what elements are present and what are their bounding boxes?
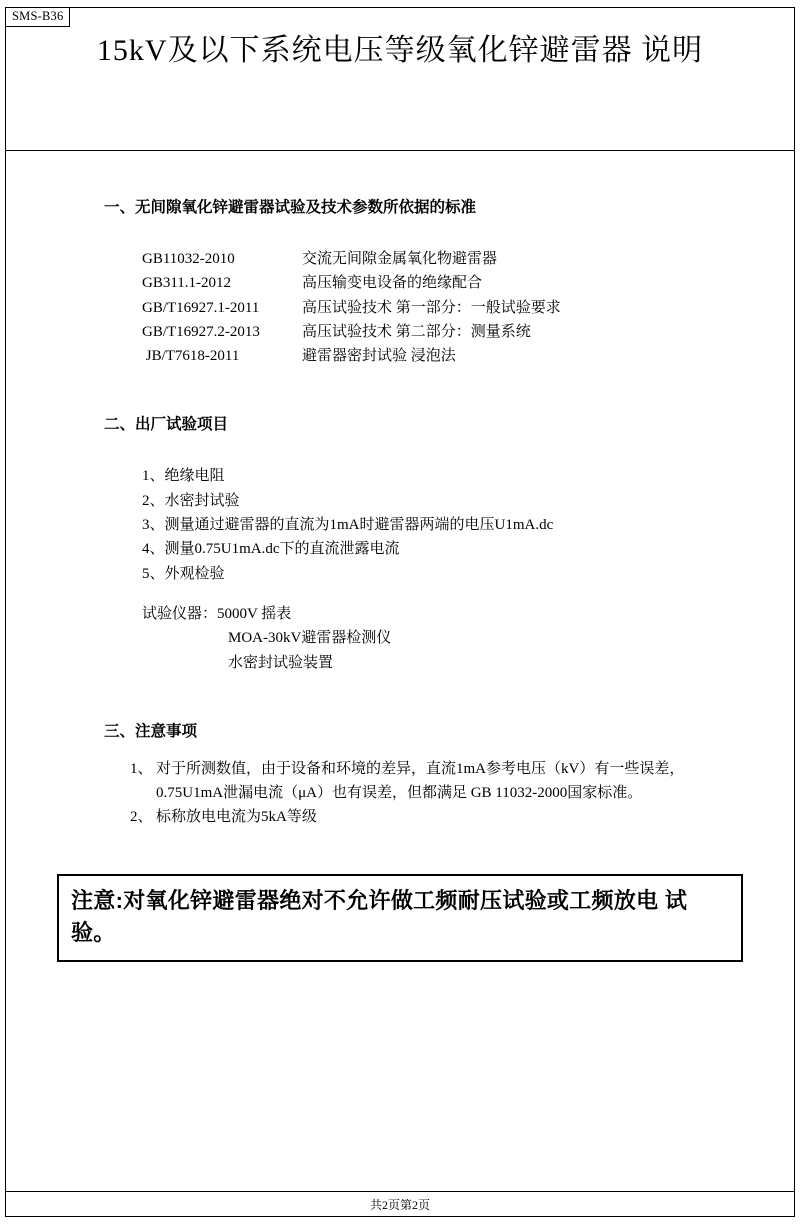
- standard-code: JB/T7618-2011: [142, 348, 240, 365]
- document-header: [6, 8, 794, 151]
- section-heading-standards: 一、无间隙氧化锌避雷器试验及技术参数所依据的标准: [104, 199, 477, 216]
- list-item: [142, 271, 770, 295]
- standard-code: GB11032-2010: [142, 251, 235, 267]
- note-text: 标称放电电流为5kA等级: [156, 809, 317, 826]
- standard-name: 高压输变电设备的绝缘配合: [302, 275, 483, 292]
- instruments-label: 试验仪器：5000V 摇表: [142, 605, 292, 622]
- document-code: SMS-B36: [6, 8, 70, 27]
- instrument-item: MOA-30kV避雷器检测仪: [228, 630, 392, 647]
- list-item: [142, 247, 770, 271]
- standards-list: [142, 247, 770, 368]
- standard-code: GB/T16927.1-2011: [142, 299, 260, 316]
- standard-code: GB/T16927.2-2013: [142, 323, 260, 340]
- list-item: [130, 757, 730, 781]
- note-number: 2、: [130, 809, 153, 826]
- list-item: [142, 320, 770, 344]
- document-page: [5, 7, 795, 1217]
- notes-list: [130, 757, 730, 830]
- list-item: 2、水密封试验: [142, 492, 240, 509]
- section-heading-notes: 三、注意事项: [104, 722, 198, 740]
- page-footer: 共2页第2页: [6, 1191, 794, 1216]
- list-item: 3、测量通过避雷器的直流为1mA时避雷器两端的电压U1mA.dc: [142, 517, 554, 534]
- note-text: 对于所测数值，由于设备和环境的差异，直流1mA参考电压（kV）有一些误差，: [156, 760, 685, 777]
- list-item: [130, 805, 730, 829]
- standard-name: 高压试验技术 第一部分：一般试验要求: [302, 299, 561, 316]
- standard-name: 高压试验技术 第二部分：测量系统: [302, 323, 531, 340]
- list-item: 1、绝缘电阻: [142, 468, 225, 485]
- note-continuation: 0.75U1mA泄漏电流（μA）也有误差，但都满足 GB 11032-2000国家标准。: [156, 785, 643, 802]
- list-item: [142, 344, 770, 368]
- warning-box: 注意:对氧化锌避雷器绝对不允许做工频耐压试验或工频放电 试验。: [57, 874, 743, 962]
- section-heading-factory-tests: 二、出厂试验项目: [104, 416, 229, 434]
- page-title: 15kV及以下系统电压等级氧化锌避雷器 说明: [96, 34, 704, 67]
- standard-name: 避雷器密封试验 浸泡法: [302, 348, 456, 365]
- instrument-item: 水密封试验装置: [228, 654, 334, 671]
- note-number: 1、: [130, 760, 153, 777]
- standard-code: GB311.1-2012: [142, 275, 232, 292]
- standard-name: 交流无间隙金属氧化物避雷器: [302, 251, 498, 267]
- factory-test-list: [142, 464, 770, 674]
- document-body: [6, 151, 794, 1191]
- list-item: 4、测量0.75U1mA.dc下的直流泄露电流: [142, 541, 400, 558]
- list-item: [142, 296, 770, 320]
- list-item: 5、外观检验: [142, 565, 225, 582]
